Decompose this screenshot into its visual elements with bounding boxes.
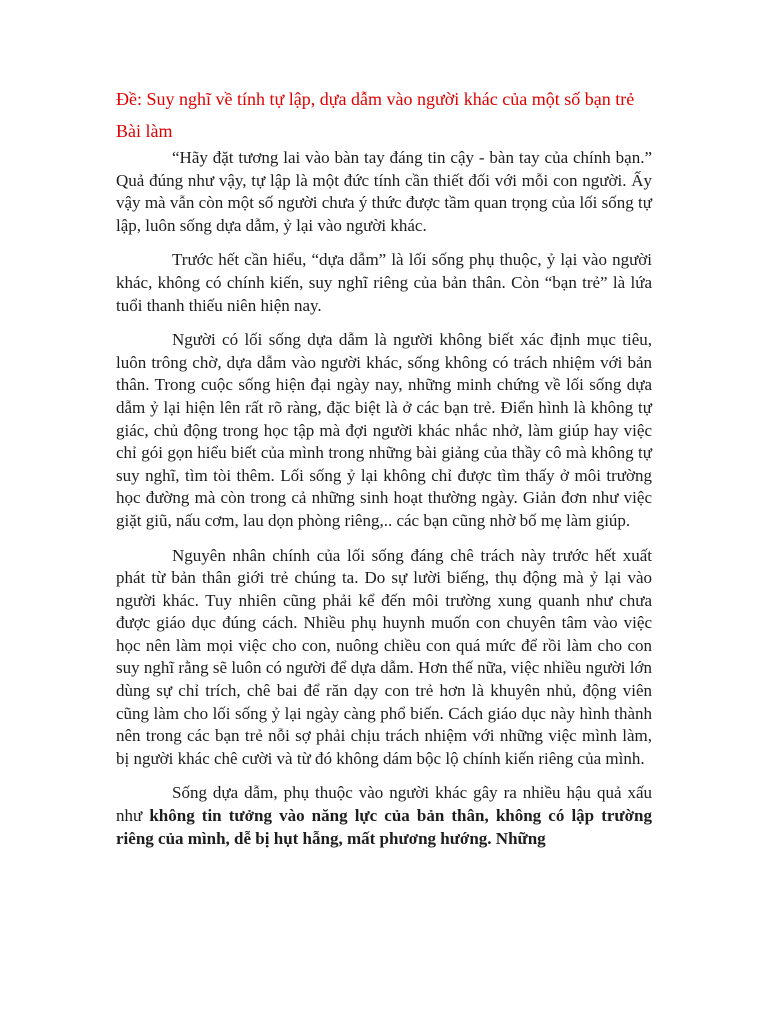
paragraph-5-lead: Sống dựa dẫm, phụ thuộc vào người khác gây ra nhiều hậu quả xấu như — [116, 783, 652, 826]
essay-subtitle: Bài làm — [116, 121, 173, 141]
paragraph-5-bold: không tin tưởng vào năng lực của bản thân, không có lập trường riêng của mình, dễ bị hụt hẫng, mất phương hướng. Những — [116, 806, 653, 848]
paragraph-4: Nguyên nhân chính của lối sống đáng chê trách này trước hết xuất phát từ bản thân giới trẻ chúng ta. Do sự lười biếng, thụ động mà ỷ lại vào người khác. Tuy nhiên cũng phải kể đến môi trường xung quanh như chưa được giáo dục đúng cách. Nhiều phụ huynh muốn con chuyên tâm vào việc học nên làm mọi việc cho con, nuông chiều con quá mức để rồi làm cho con suy nghĩ rằng sẽ luôn có người để dựa dẫm. Hơn thế nữa, việc nhiều người lớn dùng sự chỉ trích, chê bai để răn dạy con trẻ hơn là khuyên nhủ, động viên cũng làm cho lối sống ỷ lại ngày càng phổ biến. Cách giáo dục này hình thành nên trong các bạn trẻ nỗi sợ phải chịu trách nhiệm với những việc mình làm, bị người khác chê cười và từ đó không dám bộc lộ chính kiến riêng của mình. — [116, 545, 652, 768]
essay-title: Đề: Suy nghĩ về tính tự lập, dựa dẫm vào người khác của một số bạn trẻ — [116, 89, 635, 109]
essay-body — [116, 147, 652, 862]
paragraph-3: Người có lối sống dựa dẫm là người không biết xác định mục tiêu, luôn trông chờ, dựa dẫm vào người khác, sống không có trách nhiệm với bản thân. Trong cuộc sống hiện đại ngày nay, những minh chứng về lối sống dựa dẫm ỷ lại hiện lên rất rõ ràng, đặc biệt là ở các bạn trẻ. Điển hình là không tự giác, chủ động trong học tập mà đợi người khác nhắc nhở, làm giúp hay việc chỉ gói gọn hiểu biết của mình trong những bài giảng của thầy cô mà không tự suy nghĩ, tìm tòi thêm. Lối sống ỷ lại không chỉ được tìm thấy ở môi trường học đường mà còn trong cả những sinh hoạt thường ngày. Giản đơn như việc giặt giũ, nấu cơm, lau dọn phòng riêng,.. các bạn cũng nhờ bố mẹ làm giúp. — [116, 330, 652, 530]
paragraph-1: “Hãy đặt tương lai vào bàn tay đáng tin cậy - bàn tay của chính bạn.” Quả đúng như vậy, tự lập là một đức tính cần thiết đối với mỗi con người. Ấy vậy mà vẫn còn một số người chưa ý thức được tầm quan trọng của lối sống tự lập, luôn sống dựa dẫm, ỷ lại vào người khác. — [116, 148, 652, 235]
paragraph-5 — [116, 782, 652, 850]
paragraph-2: Trước hết cần hiểu, “dựa dẫm” là lối sống phụ thuộc, ỷ lại vào người khác, không có chính kiến, suy nghĩ riêng của bản thân. Còn “bạn trẻ” là lứa tuổi thanh thiếu niên hiện nay. — [116, 250, 652, 315]
